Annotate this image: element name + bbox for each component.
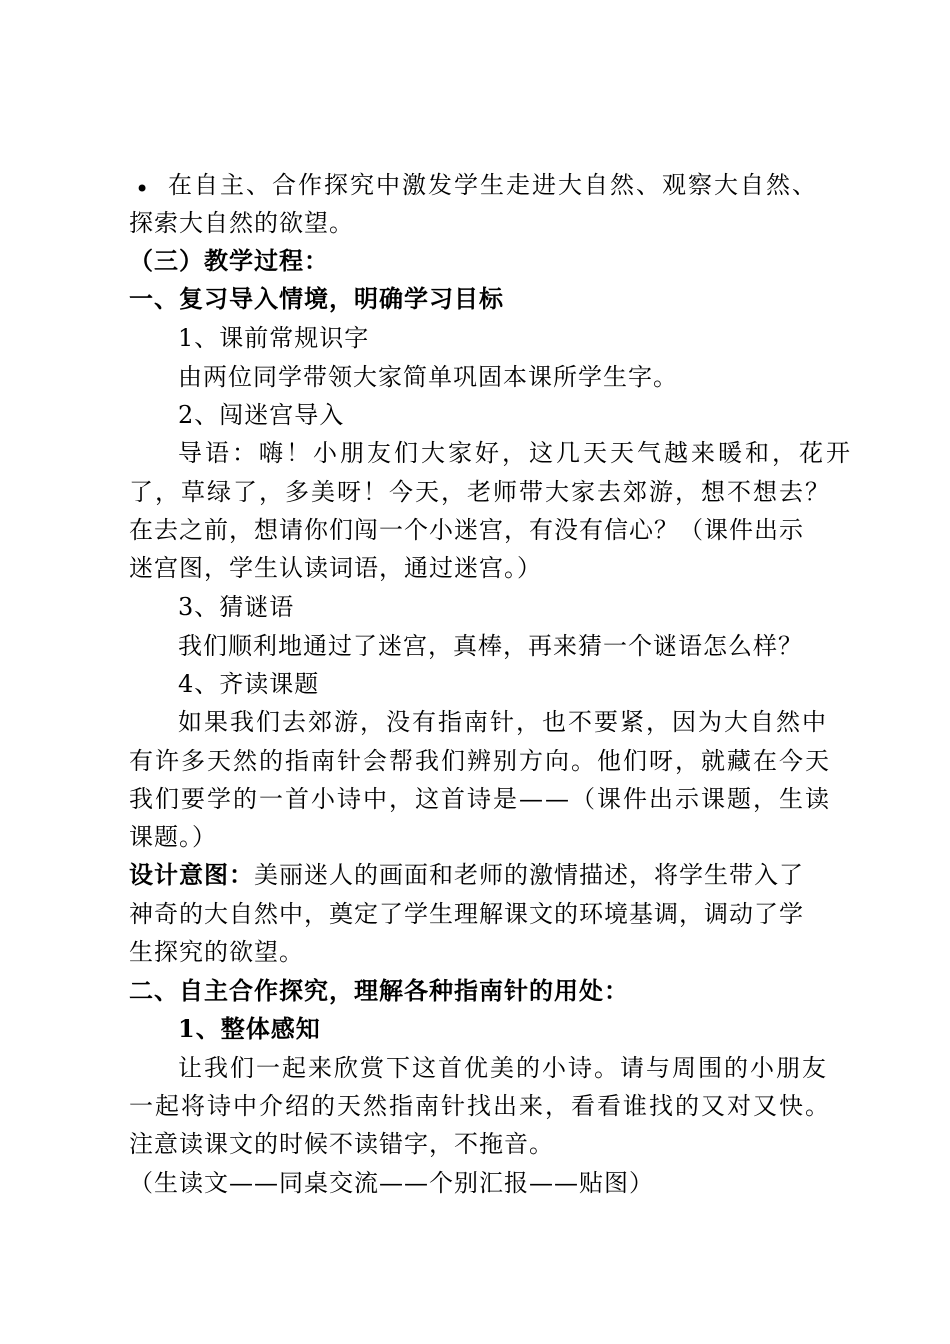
objective-line-2: 探索大自然的欲望。 — [129, 209, 354, 237]
design-intent-label: 设计意图： — [129, 860, 254, 889]
paragraph-overall-2: 一起将诗中介绍的天然指南针找出来，看看谁找的又对又快。 — [129, 1092, 831, 1120]
paragraph-overall-4: （生读文——同桌交流——个别汇报——贴图） — [129, 1169, 654, 1197]
paragraph-overall-3: 注意读课文的时候不读错字，不拖音。 — [129, 1130, 554, 1158]
paragraph-maze-3: 在去之前，想请你们闯一个小迷宫，有没有信心？（课件出示 — [129, 516, 804, 544]
subheading-read-title: 4、齐读课题 — [178, 670, 320, 698]
paragraph-read-title-2: 有许多天然的指南针会帮我们辨别方向。他们呀，就藏在今天 — [129, 747, 831, 775]
paragraph-riddle: 我们顺利地通过了迷宫，真棒，再来猜一个谜语怎么样？ — [178, 632, 803, 660]
design-intent-line-3: 生探究的欲望。 — [129, 938, 304, 966]
paragraph-read-title-1: 如果我们去郊游，没有指南针，也不要紧，因为大自然中 — [178, 708, 828, 736]
subheading-overall: 1、整体感知 — [178, 1014, 321, 1043]
design-intent-line-2: 神奇的大自然中，奠定了学生理解课文的环境基调，调动了学 — [129, 900, 804, 928]
subheading-maze: 2、闯迷宫导入 — [178, 401, 345, 429]
section-heading-process: （三）教学过程： — [129, 246, 329, 275]
heading-review-intro: 一、复习导入情境，明确学习目标 — [129, 284, 504, 313]
subheading-literacy: 1、课前常规识字 — [178, 324, 370, 352]
design-intent-text-1: 美丽迷人的画面和老师的激情描述，将学生带入了 — [254, 861, 804, 889]
paragraph-read-title-4: 课题。） — [129, 823, 217, 851]
bullet-icon: • — [135, 175, 150, 203]
paragraph-read-title-3: 我们要学的一首小诗中，这首诗是——（课件出示课题，生读 — [129, 785, 831, 813]
paragraph-literacy: 由两位同学带领大家简单巩固本课所学生字。 — [178, 363, 678, 391]
paragraph-overall-1: 让我们一起来欣赏下这首优美的小诗。请与周围的小朋友 — [178, 1054, 828, 1082]
objective-line-1: 在自主、合作探究中激发学生走进大自然、观察大自然、 — [168, 171, 818, 199]
paragraph-maze-2: 了，草绿了，多美呀！今天，老师带大家去郊游，想不想去？ — [129, 478, 831, 506]
design-intent-line-1 — [129, 860, 829, 890]
paragraph-maze-1: 导语：嗨！小朋友们大家好，这几天天气越来暖和，花开 — [178, 439, 853, 467]
heading-explore: 二、自主合作探究，理解各种指南针的用处： — [129, 976, 629, 1005]
subheading-riddle: 3、猜谜语 — [178, 593, 295, 621]
paragraph-maze-4: 迷宫图，学生认读词语，通过迷宫。） — [129, 554, 542, 582]
